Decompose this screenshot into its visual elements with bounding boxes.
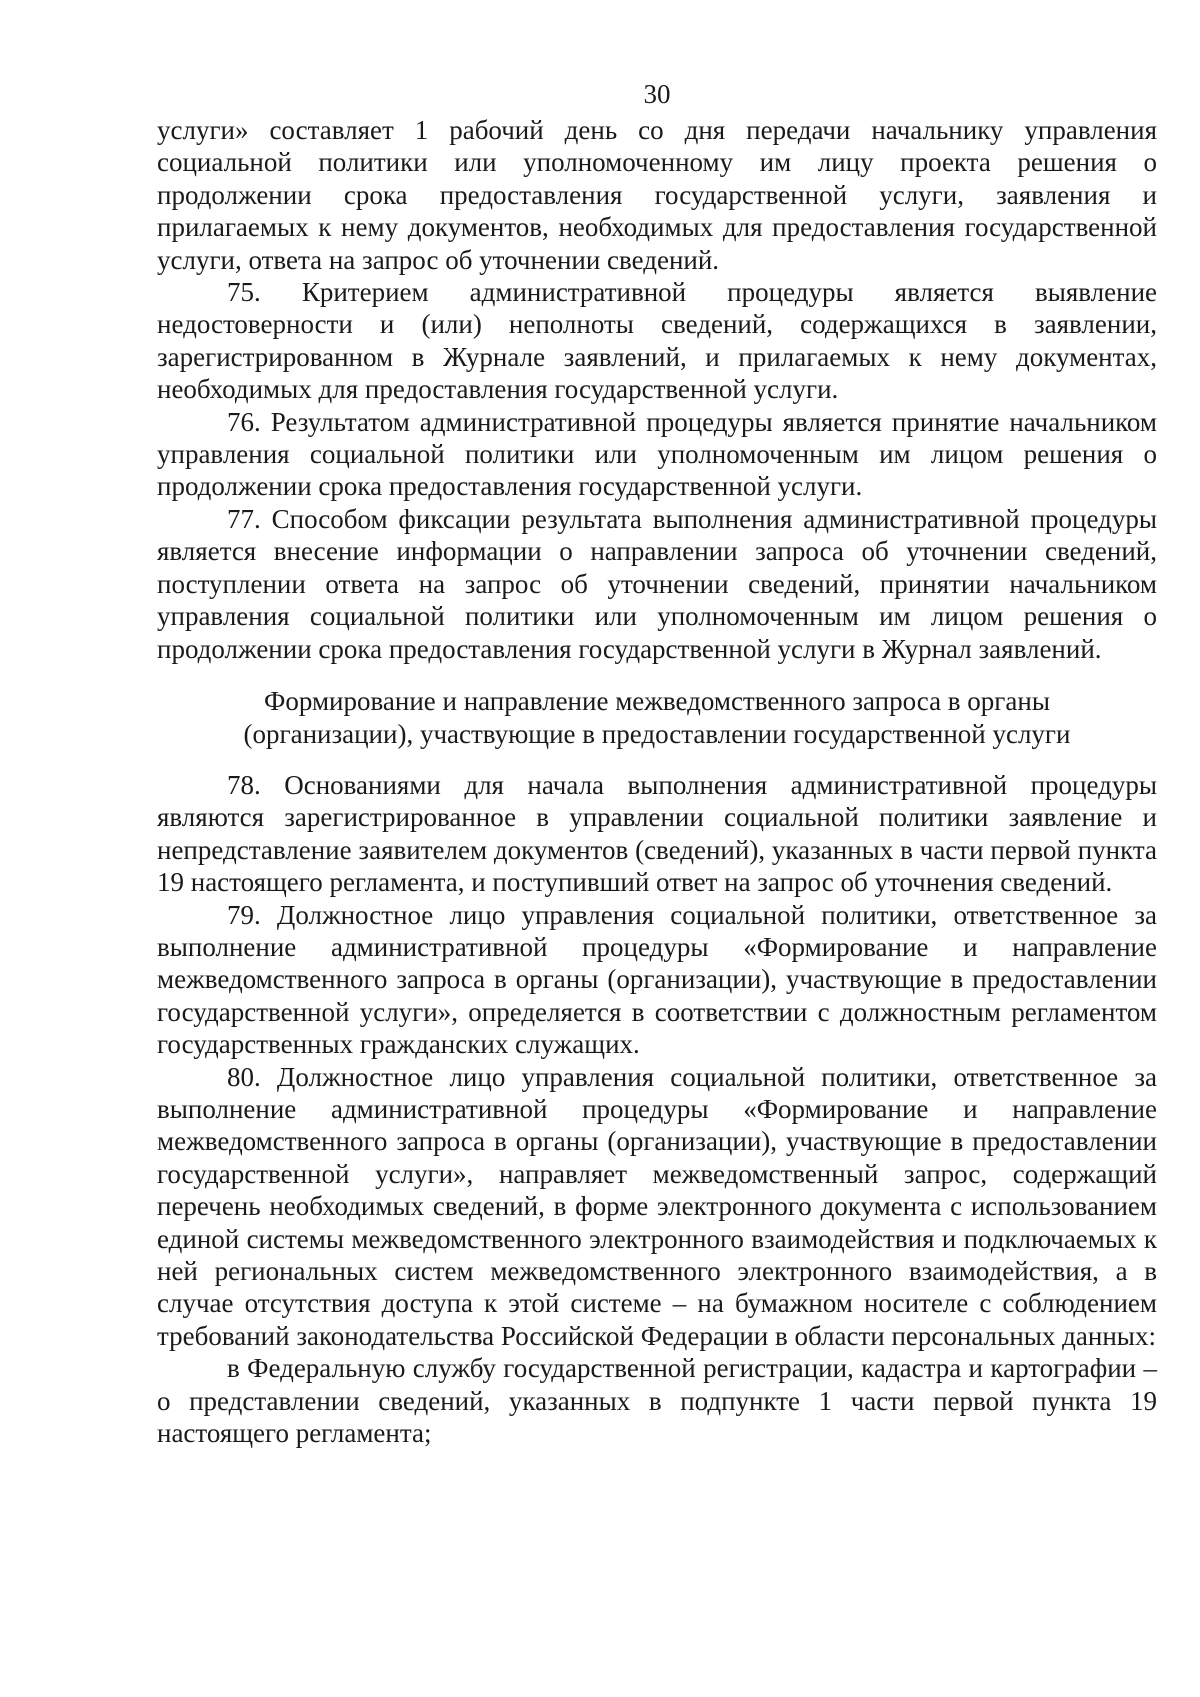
paragraph-80: 80. Должностное лицо управления социальной политики, ответственное за выполнение административной процедуры «Формирование и направление межведомственного запроса в органы (организации), участвующие в предоставлении государственной услуги», направляет межведомственный запрос, содержащий перечень необходимых сведений, в форме электронного документа с использованием единой системы межведомственного электронного взаимодействия и подключаемых к ней региональных систем межведомственного электронного взаимодействия, а в случае отсутствия доступа к этой системе – на бумажном носителе с соблюдением требований законодательства Российской Федерации в области персональных данных: [157, 1061, 1157, 1351]
section-heading-line-2: (организации), участвующие в предоставлении государственной услуги [243, 718, 1071, 749]
section-heading-line-1: Формирование и направление межведомственного запроса в органы [264, 685, 1050, 716]
heading-spacer [157, 751, 1157, 769]
section-heading [157, 685, 1157, 751]
paragraph-75: 75. Критерием административной процедуры является выявление недостоверности и (или) неполноты сведений, содержащихся в заявлении, зарегистрированном в Журнале заявлений, и прилагаемых к нему документах, необходимых для предоставления государственной услуги. [157, 277, 1157, 405]
page-number: 30 [643, 79, 671, 109]
paragraph-76: 76. Результатом административной процедуры является принятие начальником управления социальной политики или уполномоченным им лицом решения о продолжении срока предоставления государственной услуги. [157, 406, 1157, 502]
paragraph-79: 79. Должностное лицо управления социальной политики, ответственное за выполнение административной процедуры «Формирование и направление межведомственного запроса в органы (организации), участвующие в предоставлении государственной услуги», определяется в соответствии с должностным регламентом государственных гражданских служащих. [157, 899, 1157, 1060]
document-page [157, 78, 1157, 1678]
paragraphs-bottom [157, 769, 1157, 1450]
paragraph-78: 78. Основаниями для начала выполнения административной процедуры являются зарегистрированное в управлении социальной политики заявление и непредставление заявителем документов (сведений), указанных в части первой пункта 19 настоящего регламента, и поступивший ответ на запрос об уточнения сведений. [157, 769, 1157, 898]
paragraph-80-subitem-1: в Федеральную службу государственной регистрации, кадастра и картографии – о представлении сведений, указанных в подпункте 1 части первой пункта 19 настоящего регламента; [157, 1353, 1157, 1449]
paragraphs-top [157, 114, 1157, 665]
paragraph-77: 77. Способом фиксации результата выполнения административной процедуры является внесение информации о направлении запроса об уточнении сведений, поступлении ответа на запрос об уточнении сведений, принятии начальником управления социальной политики или уполномоченным им лицом решения о продолжении срока предоставления государственной услуги в Журнал заявлений. [157, 503, 1157, 664]
paragraph-continuation: услуги» составляет 1 рабочий день со дня передачи начальнику управления социальной политики или уполномоченному им лицу проекта решения о продолжении срока предоставления государственной услуги, заявления и прилагаемых к нему документов, необходимых для предоставления государственной услуги, ответа на запрос об уточнении сведений. [157, 115, 1157, 275]
